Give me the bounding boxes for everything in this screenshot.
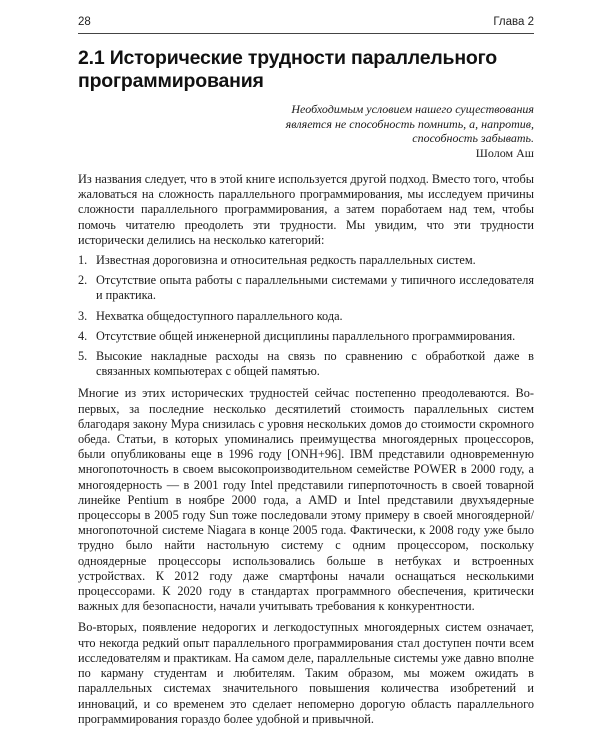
list-text: Известная дороговизна и относительная редкость параллельных систем. [96, 253, 476, 268]
page-number: 28 [78, 16, 91, 28]
list-text: Отсутствие опыта работы с параллельными системами у типичного исследователя и практика. [96, 273, 534, 303]
list-text: Высокие накладные расходы на связь по сравнению с обработкой даже в связанных компьютерах с общей памятью. [96, 349, 534, 379]
list-item [78, 329, 534, 344]
list-item [78, 349, 534, 379]
list-number: 3. [78, 308, 88, 323]
body-text [78, 172, 534, 727]
list-number: 5. [78, 349, 88, 364]
body-paragraph: Во-вторых, появление недорогих и легкодоступных многоядерных систем означает, что некогда редкий опыт параллельного программирования стал доступен почти всем исследователям и практикам. На самом деле, параллельные системы уже давно вполне по карману студентам и любителям. Таким образом, мы можем ожидать в параллельных системах значительного повышения количества изобретений и инноваций, и со временем это сделает непомерно дорогую область параллельного программирования гораздо более удобной и привычной. [78, 620, 534, 726]
list-item [78, 309, 534, 324]
epigraph-author: Шолом Аш [475, 145, 534, 160]
epigraph-line: является не способность помнить, а, напротив, [285, 116, 534, 131]
epigraph-line: Необходимым условием нашего существования [291, 102, 534, 116]
header-rule [78, 33, 534, 34]
intro-paragraph: Из названия следует, что в этой книге используется другой подход. Вместо того, чтобы жаловаться на сложность параллельного программирования, мы исследуем причины сложности параллельного программирования, а затем поработаем над тем, чтобы помочь читателю преодолеть эти трудности. Мы увидим, что эти трудности исторически делились на несколько категорий: [78, 172, 534, 247]
epigraph [204, 102, 534, 160]
list-item [78, 253, 534, 268]
epigraph-line: способность забывать. [412, 131, 534, 145]
list-text: Отсутствие общей инженерной дисциплины параллельного программирования. [96, 328, 516, 343]
body-paragraph: Многие из этих исторических трудностей сейчас постепенно преодолеваются. Во-первых, за последние несколько десятилетий стоимость параллельных систем благодаря закону Мура снизилась с уровня нескольких домов до стоимости скромного обеда. Статьи, в которых упоминались преимущества многоядерных процессоров, были опубликованы еще в 1996 году [ONH+96]. IBM представили одновременную многопоточность в своем высокопроизводительном семействе POWER в 2000 году, а многоядерность — в 2001 году Intel представили гиперпоточность в своей товарной линейке Pentium в ноябре 2000 года, а AMD и Intel представили двухъядерные процессоры в 2005 году Sun тоже последовали этому примеру в своей многоядерной/многопоточной системе Niagara в конце 2005 года. Фактически, к 2008 году уже было трудно было найти настольную систему с одним процессором, поскольку одноядерные процессоры использовались больше в нетбуках и встроенных устройствах. К 2012 году даже смартфоны начали оснащаться несколькими процессорами. К 2020 году в стандартах программного обеспечения, критически важных для безопасности, начали учитывать требования к конкурентности. [78, 386, 534, 614]
list-item [78, 273, 534, 303]
section-title: 2.1 Исторические трудности параллельного программирования [78, 47, 498, 92]
list-number: 1. [78, 253, 88, 268]
chapter-label: Глава 2 [493, 16, 534, 28]
list-number: 2. [78, 273, 88, 288]
list-number: 4. [78, 328, 88, 343]
page-header [78, 14, 534, 34]
difficulties-list [78, 253, 534, 379]
list-text: Нехватка общедоступного параллельного кода. [96, 308, 343, 323]
